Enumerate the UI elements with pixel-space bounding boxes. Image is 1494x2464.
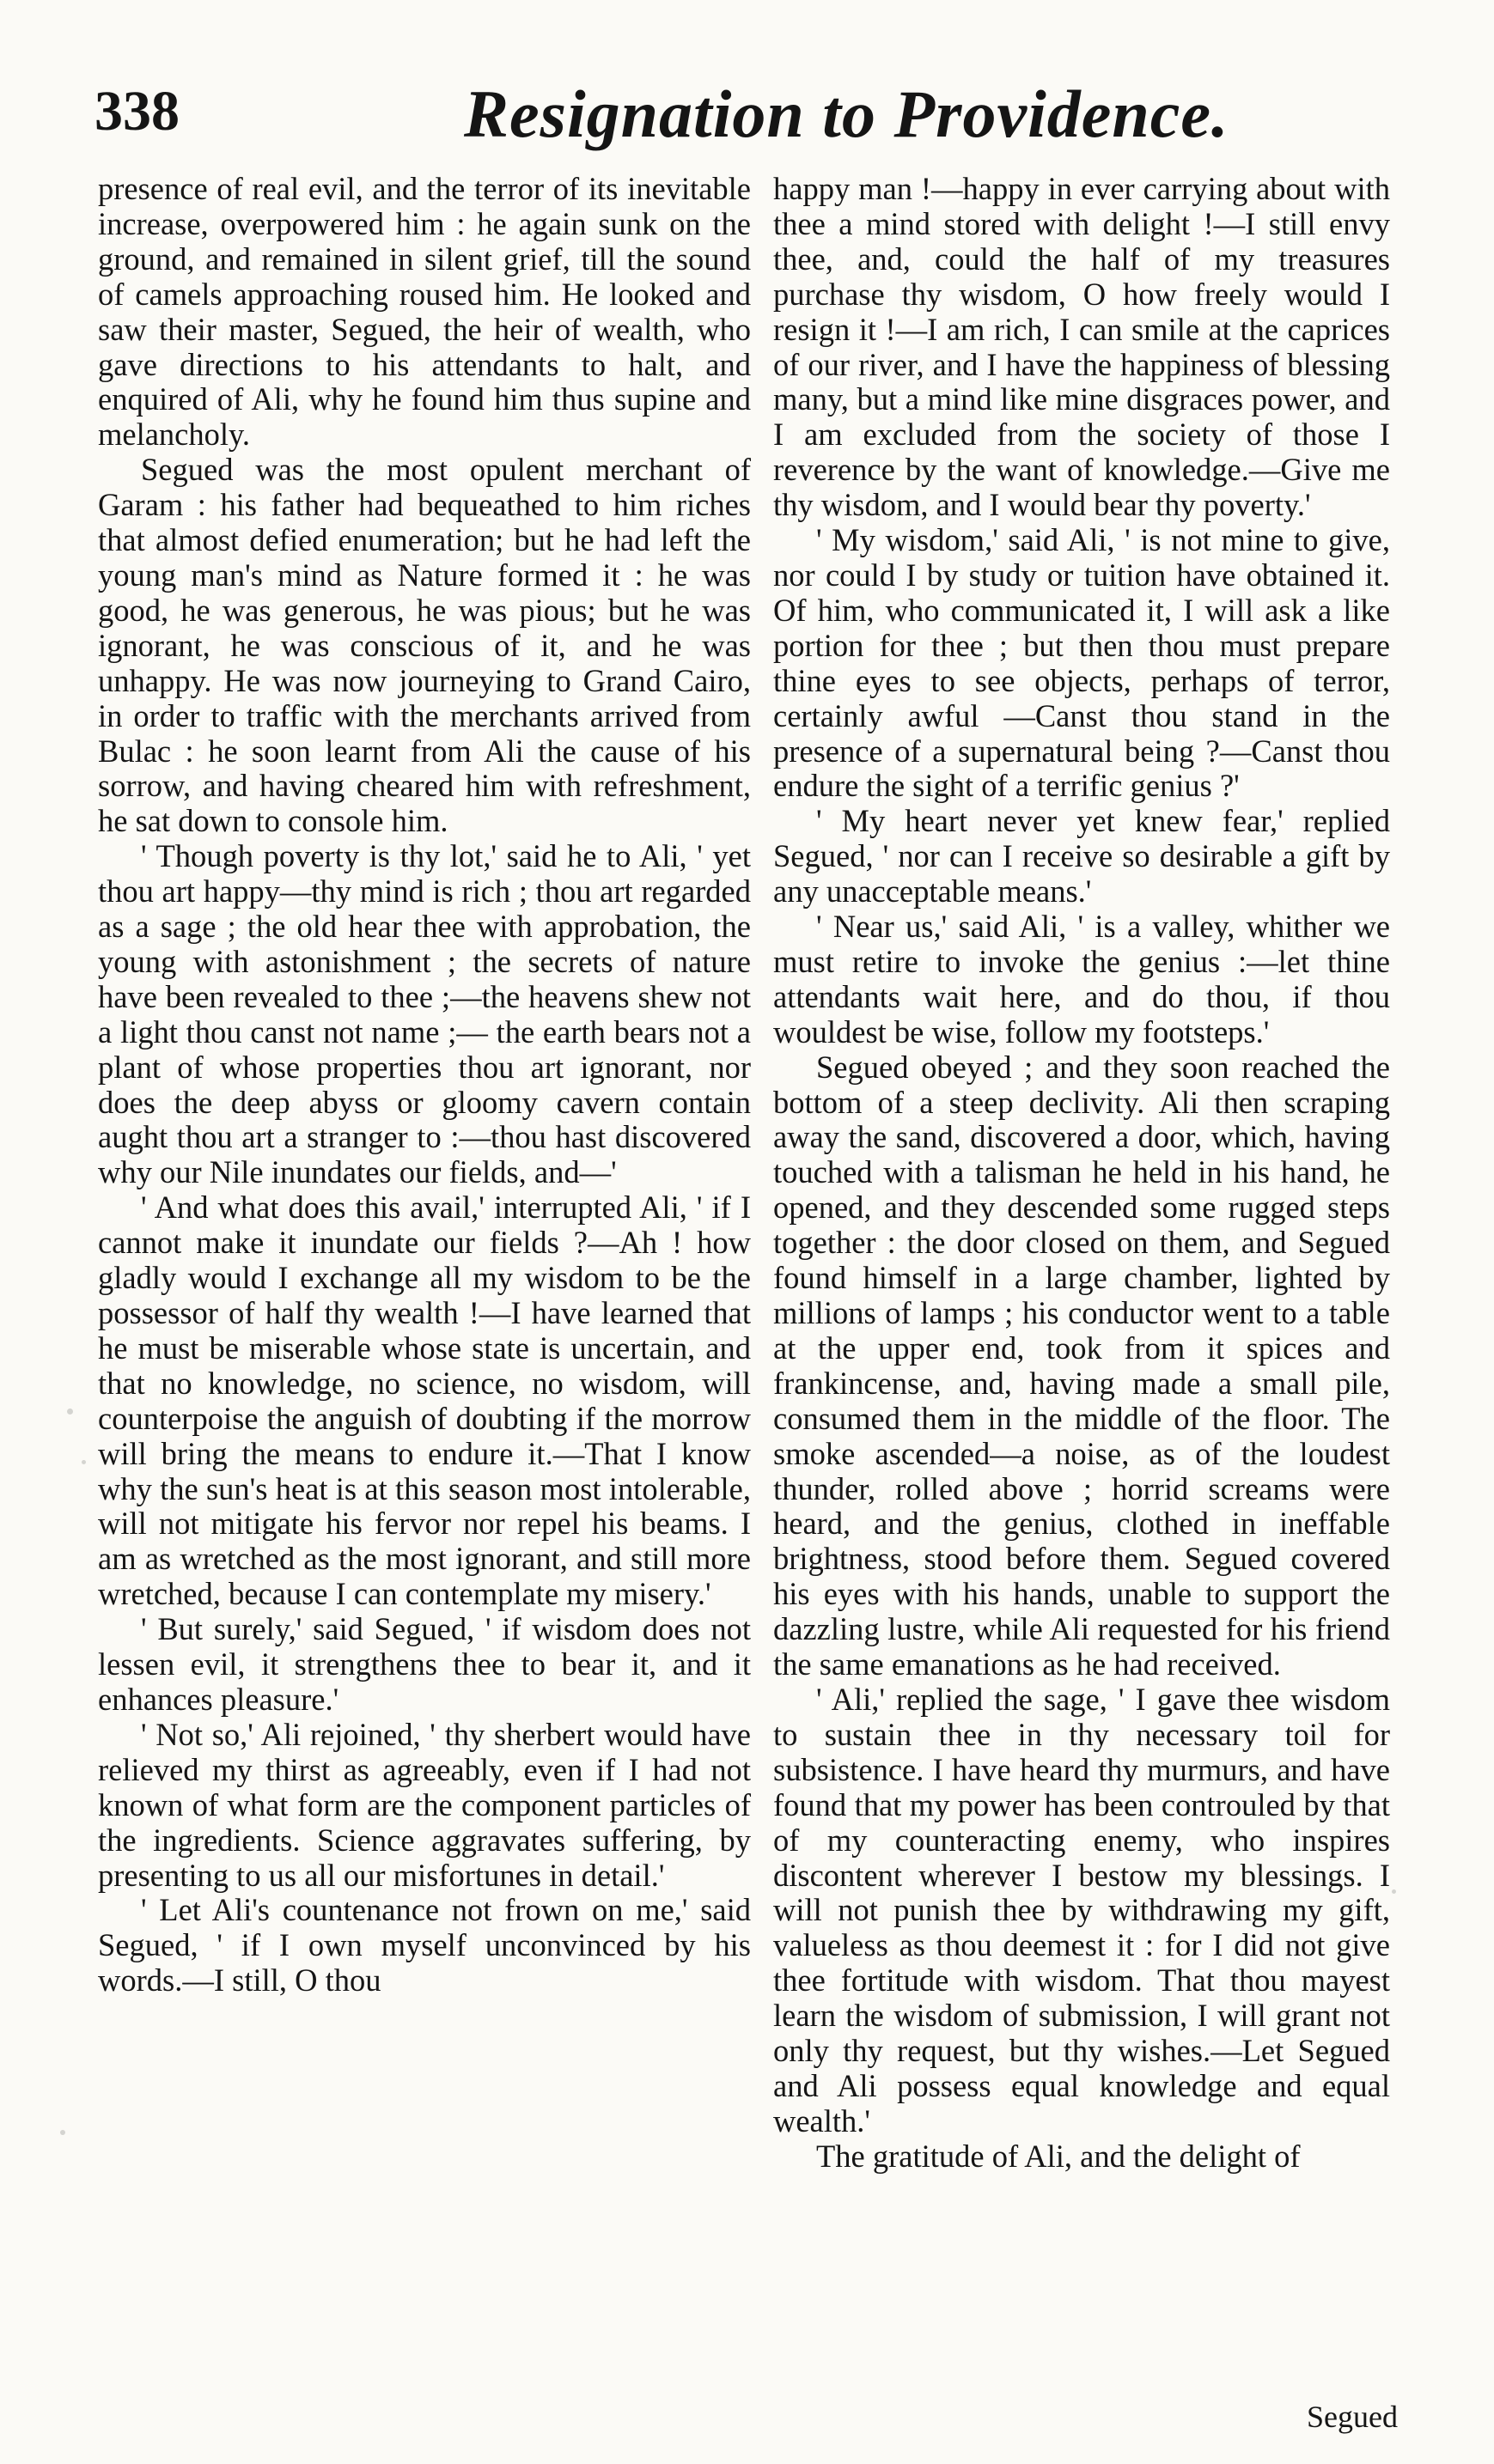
page-header bbox=[95, 76, 1409, 173]
paragraph: ' My heart never yet knew fear,' replied Segued, ' nor can I receive so desirable a gift by any unacceptable means.' bbox=[773, 803, 1390, 910]
paragraph: happy man !—happy in ever carrying about with thee a mind stored with delight !—I still envy thee, and, could the half of my treasures purchase thy wisdom, O how freely would I resign it !—I am rich, I can smile at the caprices of our river, and I have the happiness of blessing many, but a mind like mine disgraces power, and I am excluded from the society of those I reverence by the want of knowledge.—Give me thy wisdom, and I would bear thy poverty.' bbox=[773, 171, 1390, 523]
scan-speck bbox=[60, 2130, 65, 2135]
paragraph: ' Not so,' Ali rejoined, ' thy sherbert would have relieved my thirst as agreeably, even if I had not known of what form are the component particles of the ingredients. Science aggravates suffering, by presenting to us all our misfortunes in detail.' bbox=[98, 1716, 751, 1893]
paragraph: The gratitude of Ali, and the delight of bbox=[816, 2138, 1301, 2174]
paragraph: ' Ali,' replied the sage, ' I gave thee wisdom to sustain thee in thy necessary toil for subsistence. I have heard thy murmurs, and have found that my power has been controuled by that of my counteracting enemy, who inspires discontent wherever I bestow my blessings. I will not punish thee by withdrawing my gift, valueless as thou deemest it : for I did not give thee fortitude with wisdom. That thou mayest learn the wisdom of submission, I will grant not only thy request, but thy wishes.—Let Segued and Ali possess equal knowledge and equal wealth.' bbox=[773, 1681, 1390, 2139]
paragraph: ' My wisdom,' said Ali, ' is not mine to give, nor could I by study or tuition have obtained it. Of him, who communicated it, I will ask a like portion for thee ; but then thou must prepare thine eyes to see objects, perhaps of terror, certainly awful —Canst thou stand in the presence of a supernatural being ?—Canst thou endure the sight of a terrific genius ?' bbox=[773, 522, 1390, 804]
scan-speck bbox=[67, 1408, 73, 1415]
page-number: 338 bbox=[95, 80, 180, 143]
paragraph: Segued obeyed ; and they soon reached the bottom of a steep declivity. Ali then scraping away the sand, discovered a door, which, having touched with a talisman he held in his hand, he opened, and they descended some rugged steps together : the door closed on them, and Segued found himself in a large chamber, lighted by millions of lamps ; his conductor went to a table at the upper end, took from it spices and frankincense, and, having made a small pile, consumed them in the middle of the floor. The smoke ascended—a noise, as of the loudest thunder, rolled above ; horrid screams were heard, and the genius, clothed in ineffable brightness, stood before them. Segued covered his eyes with his hands, unable to support the dazzling lustre, while Ali requested for his friend the same emanations as he had received. bbox=[773, 1049, 1390, 1682]
left-column bbox=[98, 172, 751, 1999]
scan-speck bbox=[82, 1460, 86, 1464]
catchword: Segued bbox=[1307, 2400, 1398, 2434]
paragraph: ' But surely,' said Segued, ' if wisdom does not lessen evil, it strengthens thee to bear it, and it enhances pleasure.' bbox=[98, 1611, 751, 1717]
paragraph: ' Though poverty is thy lot,' said he to Ali, ' yet thou art happy—thy mind is rich ; thou art regarded as a sage ; the old hear thee with approbation, the young with astonishment ; the secrets of nature have been revealed to thee ;—the heavens shew not a light thou canst not name ;— the earth bears not a plant of whose properties thou art ignorant, nor does the deep abyss or gloomy cavern contain aught thou art a stranger to :—thou hast discovered why our Nile inundates our fields, and—' bbox=[98, 838, 751, 1190]
scan-speck bbox=[1392, 1889, 1396, 1894]
right-column bbox=[773, 172, 1390, 2175]
running-title: Resignation to Providence. bbox=[464, 76, 1229, 151]
paragraph: Segued was the most opulent merchant of Garam : his father had bequeathed to him riches that almost defied enumeration; but he had left the young man's mind as Nature formed it : he was good, he was generous, he was pious; but he was ignorant, he was conscious of it, and he was unhappy. He was now journeying to Grand Cairo, in order to traffic with the merchants arrived from Bulac : he soon learnt from Ali the cause of his sorrow, and having cheared him with refreshment, he sat down to console him. bbox=[98, 452, 751, 839]
paragraph: ' And what does this avail,' interrupted Ali, ' if I cannot make it inundate our fields ?—Ah ! how gladly would I exchange all my wisdom to be the possessor of half thy wealth !—I have learned that he must be miserable whose state is uncertain, and that no knowledge, no science, no wisdom, will counterpoise the anguish of doubting if the morrow will bring the means to endure it.—That I know why the sun's heat is at this season most intolerable, will not mitigate his fervor nor repel his beams. I am as wretched as the most ignorant, and still more wretched, because I can contemplate my misery.' bbox=[98, 1189, 751, 1612]
paragraph: ' Near us,' said Ali, ' is a valley, whither we must retire to invoke the genius :—let thine attendants wait here, and do thou, if thou wouldest be wise, follow my footsteps.' bbox=[773, 909, 1390, 1049]
paragraph: presence of real evil, and the terror of its inevitable increase, overpowered him : he again sunk on the ground, and remained in silent grief, till the sound of camels approaching roused him. He looked and saw their master, Segued, the heir of wealth, who gave directions to his attendants to halt, and enquired of Ali, why he found him thus supine and melancholy. bbox=[98, 171, 751, 453]
paragraph: ' Let Ali's countenance not frown on me,' said Segued, ' if I own myself unconvinced by his words.—I still, O thou bbox=[98, 1892, 751, 1999]
